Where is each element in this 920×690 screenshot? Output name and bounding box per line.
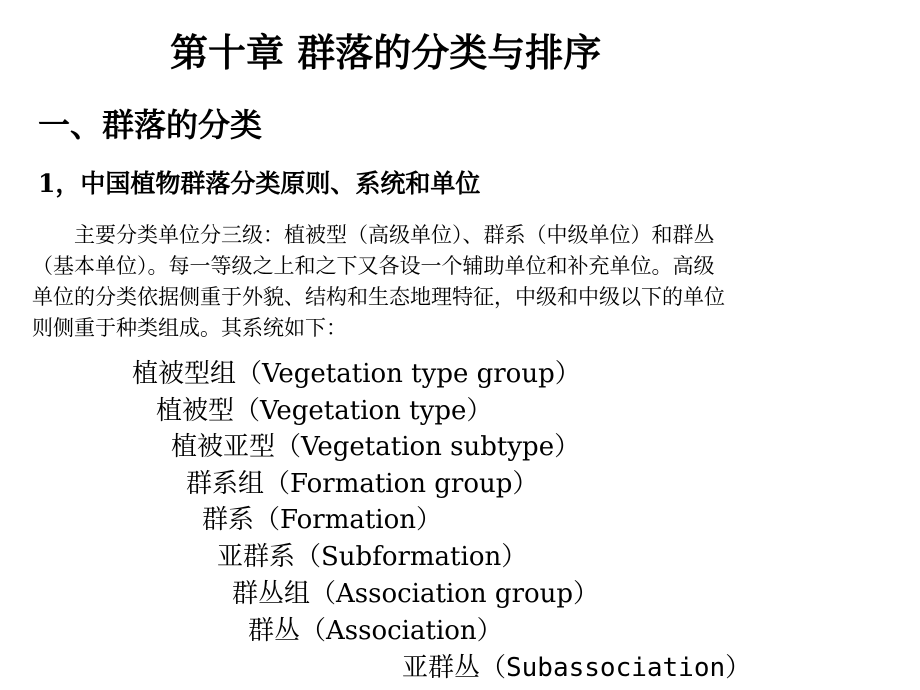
slide-title: 第十章 群落的分类与排序: [170, 31, 602, 75]
hierarchy-item: 亚群丛（Subassociation）: [402, 653, 752, 683]
hierarchy-item: 群丛（Association）: [248, 616, 503, 646]
body-paragraph: [32, 220, 880, 344]
hierarchy-item: 亚群系（Subformation）: [217, 542, 528, 572]
hierarchy-item: 群系（Formation）: [202, 505, 443, 535]
sub-heading: 1，中国植物群落分类原则、系统和单位: [38, 169, 481, 198]
hierarchy-item: 群丛组（Association group）: [232, 579, 600, 609]
paragraph-line: 则侧重于种类组成。其系统如下：: [32, 316, 347, 340]
section-heading: 一、群落的分类: [38, 106, 263, 144]
hierarchy-item: 植被型组（Vegetation type group）: [132, 359, 581, 389]
paragraph-line: 单位的分类依据侧重于外貌、结构和生态地理特征，中级和中级以下的单位: [32, 285, 725, 309]
hierarchy-item: 群系组（Formation group）: [186, 469, 539, 499]
paragraph-line: 主要分类单位分三级：植被型（高级单位）、群系（中级单位）和群丛: [32, 223, 715, 247]
paragraph-line: （基本单位）。每一等级之上和之下又各设一个辅助单位和补充单位。高级: [32, 254, 715, 278]
hierarchy-item: 植被型（Vegetation type）: [156, 396, 493, 426]
hierarchy-item: 植被亚型（Vegetation subtype）: [171, 432, 581, 462]
